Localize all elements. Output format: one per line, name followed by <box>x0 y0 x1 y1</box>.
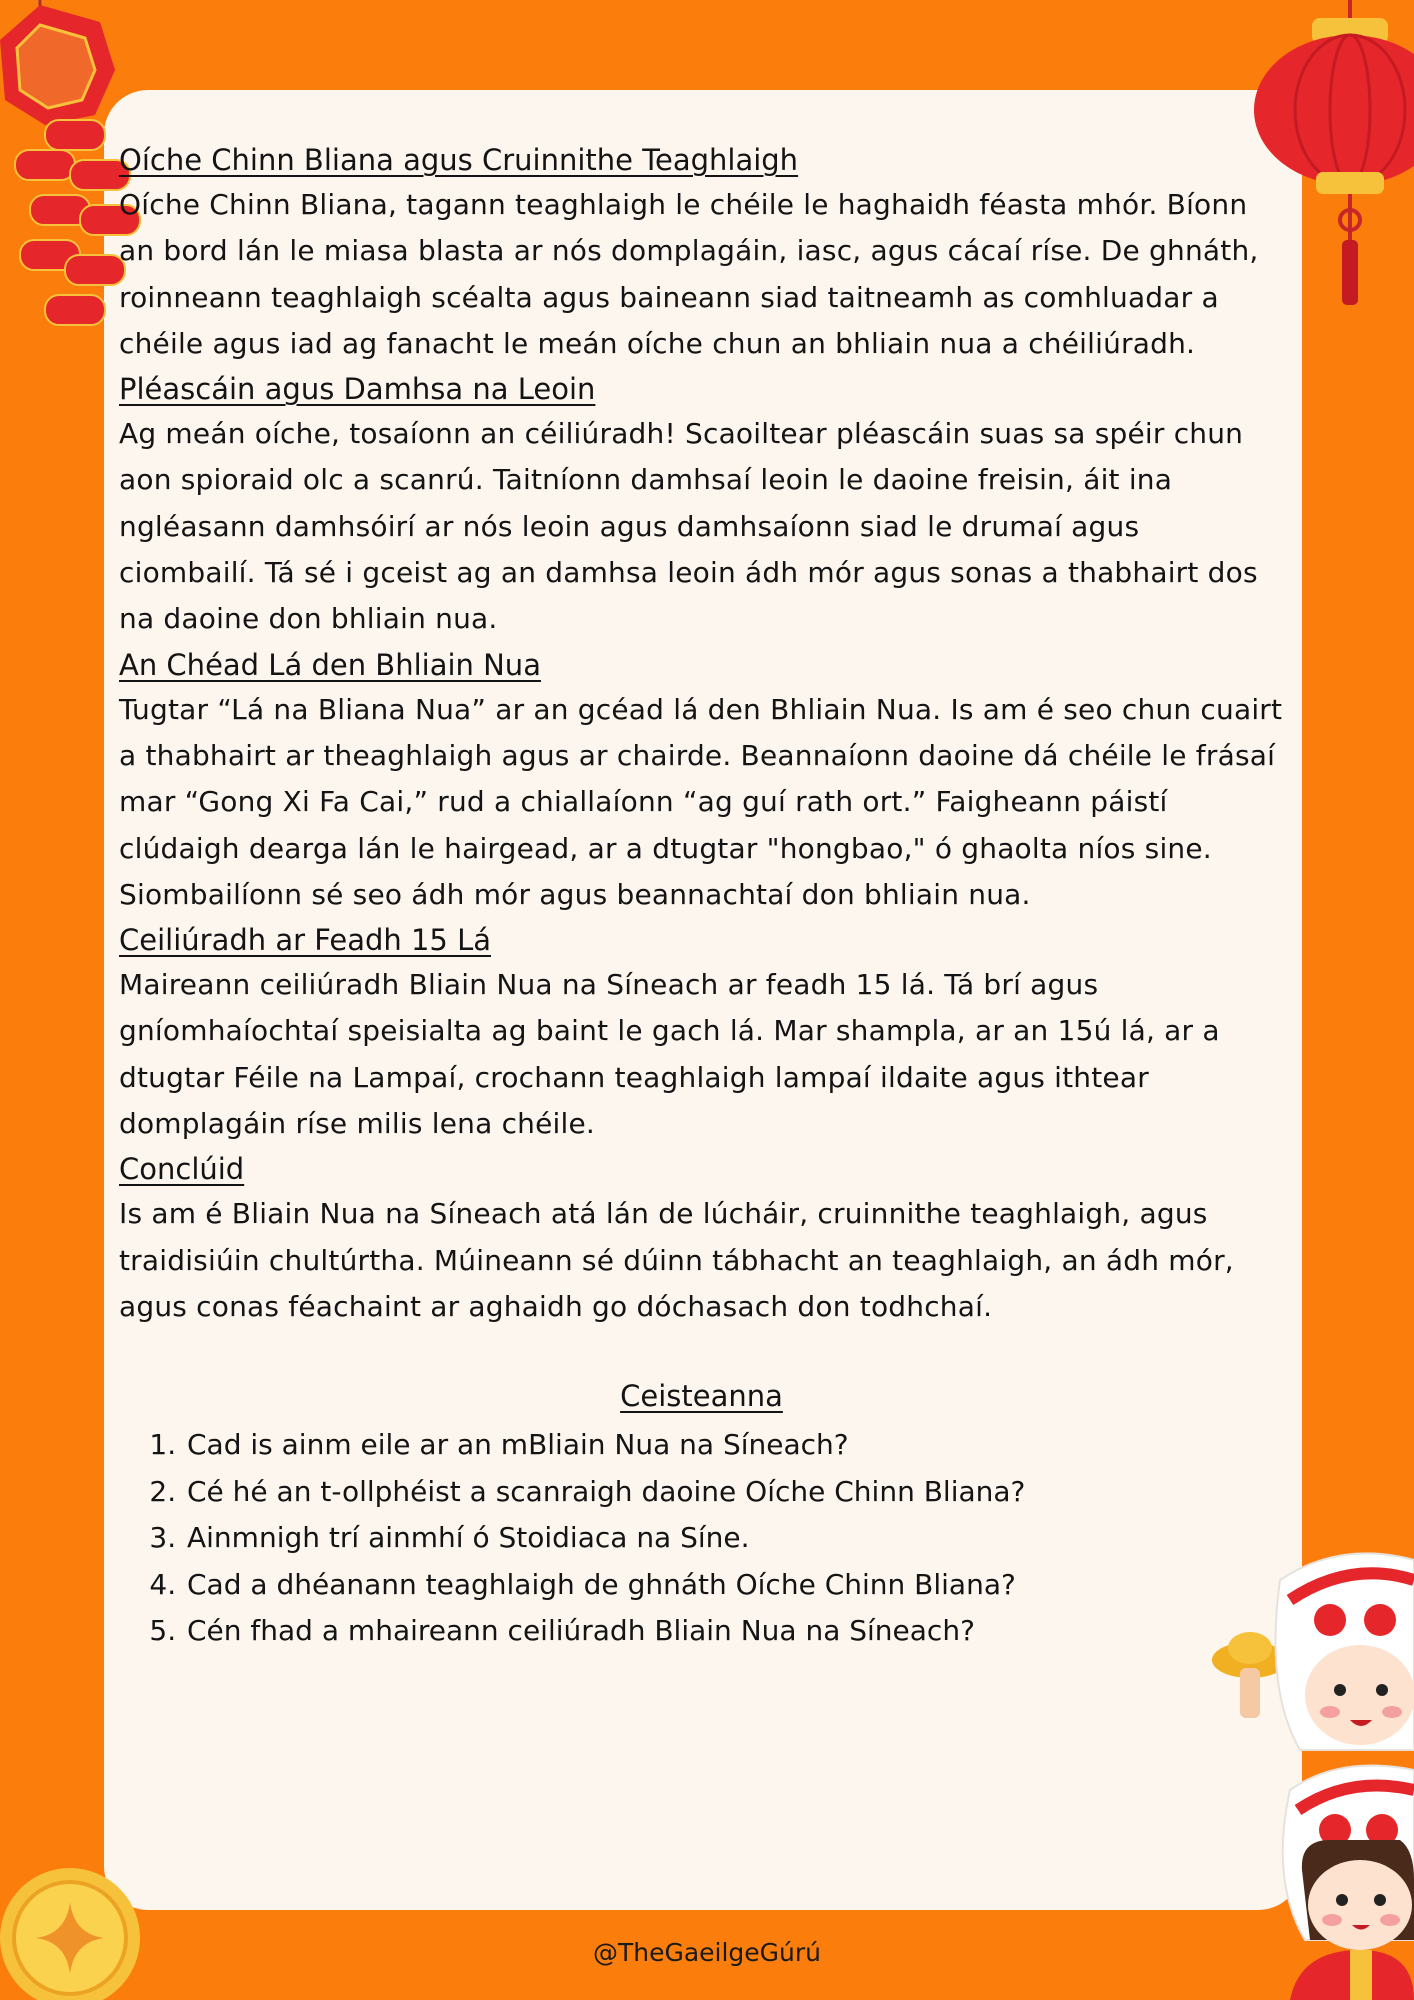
section-fifteen-days <box>119 918 1284 1147</box>
footer-handle: @TheGaeilgeGúrú <box>592 1938 822 1967</box>
section-heading: An Chéad Lá den Bhliain Nua <box>119 647 541 682</box>
section-heading: Oíche Chinn Bliana agus Cruinnithe Teaghlaigh <box>119 143 799 177</box>
question-item: 5. Cén fhad a mhaireann ceiliúradh Bliain Nua na Síneach? <box>185 1608 1284 1655</box>
question-item: 1. Cad is ainm eile ar an mBliain Nua na Síneach? <box>185 1422 1284 1469</box>
section-paragraph: Maireann ceiliúradh Bliain Nua na Síneach ar feadh 15 lá. Tá brí agus gníomhaíochtaí speisialta ag baint le gach lá. Mar shampla, ar an 15ú lá, ar a dtugtar Féile na Lampaí, crochann teaghlaigh lampaí ildaite agus ithtear domplagáin ríse milis lena chéile. <box>119 968 1220 1141</box>
section-heading: Ceiliúradh ar Feadh 15 Lá <box>119 923 492 958</box>
section-paragraph: Oíche Chinn Bliana, tagann teaghlaigh le chéile le haghaidh féasta mhór. Bíonn an bord lán le miasa blasta ar nós domplagáin, iasc, agus cácaí ríse. De ghnáth, roinneann teaghlaigh scéalta agus baineann siad taitneamh as comhluadar a chéile agus iad ag fanacht le meán oíche chun an bhliain nua a chéiliúradh. <box>119 188 1259 360</box>
section-paragraph: Tugtar “Lá na Bliana Nua” ar an gcéad lá den Bhliain Nua. Is am é seo chun cuairt a thabhairt ar theaghlaigh agus ar chairde. Beannaíonn daoine dá chéile le frásaí mar “Gong Xi Fa Cai,” rud a chiallaíonn “ag guí rath ort.” Faigheann páistí clúdaigh dearga lán le hairgead, ar a dtugtar "hongbao," ó ghaolta níos sine. Siombailíonn sé seo ádh mór agus beannachtaí don bhliain nua. <box>119 692 1283 911</box>
section-paragraph: Is am é Bliain Nua na Síneach atá lán de lúcháir, cruinnithe teaghlaigh, agus traidisiúin chultúrtha. Múineann sé dúinn tábhacht an teaghlaigh, an ádh mór, agus conas féachaint ar aghaidh go dóchasach don todhchaí. <box>119 1197 1234 1323</box>
section-conclusion <box>119 1147 1284 1330</box>
section-first-day <box>119 643 1284 918</box>
question-item: 2. Cé hé an t-ollphéist a scanraigh daoine Oíche Chinn Bliana? <box>185 1469 1284 1516</box>
section-firecrackers-lion-dance <box>119 367 1284 642</box>
section-heading: Pléascáin agus Damhsa na Leoin <box>119 372 596 407</box>
section-paragraph: Ag meán oíche, tosaíonn an céiliúradh! Scaoiltear pléascáin suas sa spéir chun aon spioraid olc a scanrú. Taitníonn damhsaí leoin le daoine freisin, áit ina ngléasann damhsóirí ar nós leoin agus damhsaíonn siad le drumaí agus ciombailí. Tá sé i gceist ag an damhsa leoin ádh mór agus sonas a thabhairt dos na daoine don bhliain nua. <box>119 417 1258 636</box>
section-family-gathering <box>119 138 1284 367</box>
questions-list <box>119 1422 1284 1655</box>
questions-title: Ceisteanna <box>620 1379 783 1414</box>
document-body <box>119 138 1284 1655</box>
question-item: 3. Ainmnigh trí ainmhí ó Stoidiaca na Síne. <box>185 1515 1284 1562</box>
gold-coin-icon <box>0 1862 140 2000</box>
question-item: 4. Cad a dhéanann teaghlaigh de ghnáth Oíche Chinn Bliana? <box>185 1562 1284 1609</box>
section-heading: Conclúid <box>119 1152 245 1187</box>
